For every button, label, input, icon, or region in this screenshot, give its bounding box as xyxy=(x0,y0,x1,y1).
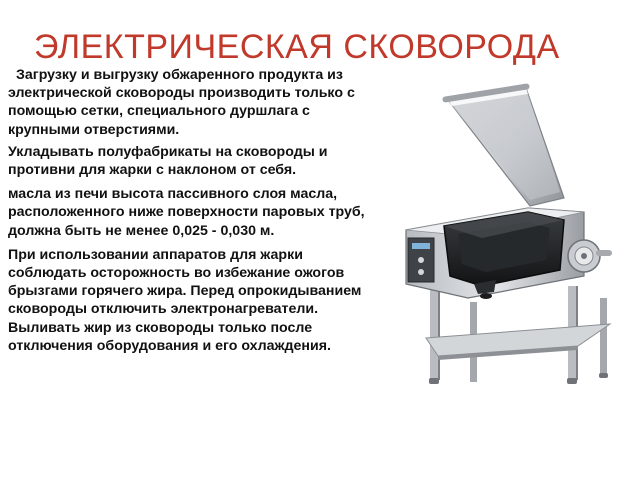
paragraph-placement: Укладывать полуфабрикаты на сковороды и противни для жарки с наклоном от себя. xyxy=(8,143,328,179)
electric-tilting-frying-pan-illustration xyxy=(378,80,638,390)
paragraph-loading: Загрузку и выгрузку обжаренного продукта из электрической сковороды производить только с помощью сетки, специального дуршлага с крупными отверстиями. xyxy=(8,67,355,138)
slide-title: ЭЛЕКТРИЧЕСКАЯ СКОВОРОДА xyxy=(34,28,560,66)
paragraph-safety: При использовании аппаратов для жарки соблюдать осторожность во избежание ожогов брызгами горячего жира. Перед опрокидыванием сковороды отключить электронагреватели. Выливать жир из сковороды только после отключения оборудования и его охлаждения. xyxy=(8,246,362,354)
frying-pan-image xyxy=(378,80,638,390)
paragraph-oil-level: масла из печи высота пассивного слоя масла, расположенного ниже поверхности паровых труб, должна быть не менее 0,025 - 0,030 м. xyxy=(8,186,365,239)
slide-body-text xyxy=(8,66,366,359)
